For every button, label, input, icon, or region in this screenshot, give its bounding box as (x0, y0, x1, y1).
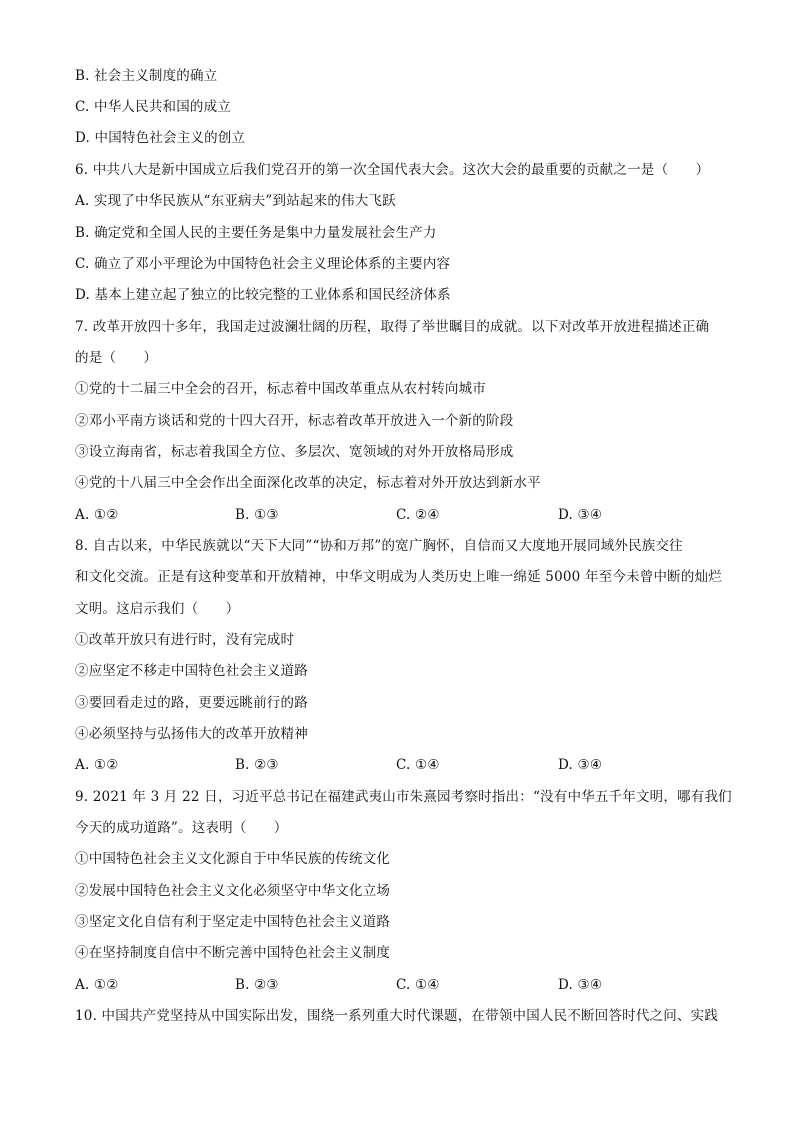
q10-stem-line-1: 10. 中国共产党坚持从中国实际出发，围绕一系列重大时代课题，在带领中国人民不断回答时代之问、实践 (75, 1008, 719, 1024)
q8-choice-a: A. ①② (75, 757, 119, 773)
q9-choice-b: B. ②③ (235, 977, 279, 993)
q9-choice-a: A. ①② (75, 977, 119, 993)
q9-choice-d: D. ③④ (558, 977, 603, 993)
q8-stem-line-3: 文明。这启示我们（ ） (75, 601, 240, 617)
q5-option-c: C. 中华人民共和国的成立 (75, 99, 232, 115)
q9-item-2: ②发展中国特色社会主义文化必须坚守中华文化立场 (75, 883, 391, 899)
q8-item-4: ④必须坚持与弘扬伟大的改革开放精神 (75, 726, 308, 742)
q9-choice-c: C. ①④ (396, 977, 440, 993)
q8-stem-line-1: 8. 自古以来，中华民族就以“天下大同”“协和万邦”的宽广胸怀，自信而又大度地开展同域外民族交往 (75, 538, 683, 554)
q6-stem: 6. 中共八大是新中国成立后我们党召开的第一次全国代表大会。这次大会的最重要的贡献之一是（ ） (75, 162, 710, 178)
q7-choice-b: B. ①③ (235, 507, 279, 523)
q8-choice-d: D. ③④ (558, 757, 603, 773)
q7-choice-a: A. ①② (75, 507, 119, 523)
q6-option-c: C. 确立了邓小平理论为中国特色社会主义理论体系的主要内容 (75, 256, 451, 272)
q7-choice-c: C. ②④ (396, 507, 440, 523)
q9-stem-line-2: 今天的成功道路”。这表明（ ） (75, 820, 288, 836)
q8-item-3: ③要回看走过的路，更要远眺前行的路 (75, 695, 308, 711)
q7-item-3: ③设立海南省，标志着我国全方位、多层次、宽领域的对外开放格局形成 (75, 444, 514, 460)
q6-option-d: D. 基本上建立起了独立的比较完整的工业体系和国民经济体系 (75, 287, 451, 303)
q6-option-b: B. 确定党和全国人民的主要任务是集中力量发展社会生产力 (75, 225, 437, 241)
q7-stem-line-1: 7. 改革开放四十多年，我国走过波澜壮阔的历程，取得了举世瞩目的成就。以下对改革开放进程描述正确 (75, 319, 710, 335)
q8-item-1: ①改革开放只有进行时，没有完成时 (75, 632, 295, 648)
q7-item-1: ①党的十二届三中全会的召开，标志着中国改革重点从农村转向城市 (75, 381, 486, 397)
q5-option-b: B. 社会主义制度的确立 (75, 68, 218, 84)
q9-stem-line-1: 9. 2021 年 3 月 22 日，习近平总书记在福建武夷山市朱熹园考察时指出：“没有中华五千年文明，哪有我们 (75, 789, 732, 805)
q9-item-3: ③坚定文化自信有利于坚定走中国特色社会主义道路 (75, 914, 391, 930)
q9-item-4: ④在坚持制度自信中不断完善中国特色社会主义制度 (75, 945, 391, 961)
q6-option-a: A. 实现了中华民族从“东亚病夫”到站起来的伟大飞跃 (75, 193, 396, 209)
q8-item-2: ②应坚定不移走中国特色社会主义道路 (75, 663, 308, 679)
q5-option-d: D. 中国特色社会主义的创立 (75, 130, 246, 146)
q7-stem-line-2: 的是（ ） (75, 350, 158, 366)
q9-item-1: ①中国特色社会主义文化源自于中华民族的传统文化 (75, 851, 391, 867)
q8-choice-c: C. ①④ (396, 757, 440, 773)
q7-item-4: ④党的十八届三中全会作出全面深化改革的决定，标志着对外开放达到新水平 (75, 475, 541, 491)
q7-item-2: ②邓小平南方谈话和党的十四大召开，标志着改革开放进入一个新的阶段 (75, 413, 514, 429)
q8-choice-b: B. ②③ (235, 757, 279, 773)
q8-stem-line-2: 和文化交流。正是有这种变革和开放精神，中华文明成为人类历史上唯一绵延 5000 年至今未曾中断的灿烂 (75, 569, 722, 585)
q7-choice-d: D. ③④ (558, 507, 603, 523)
